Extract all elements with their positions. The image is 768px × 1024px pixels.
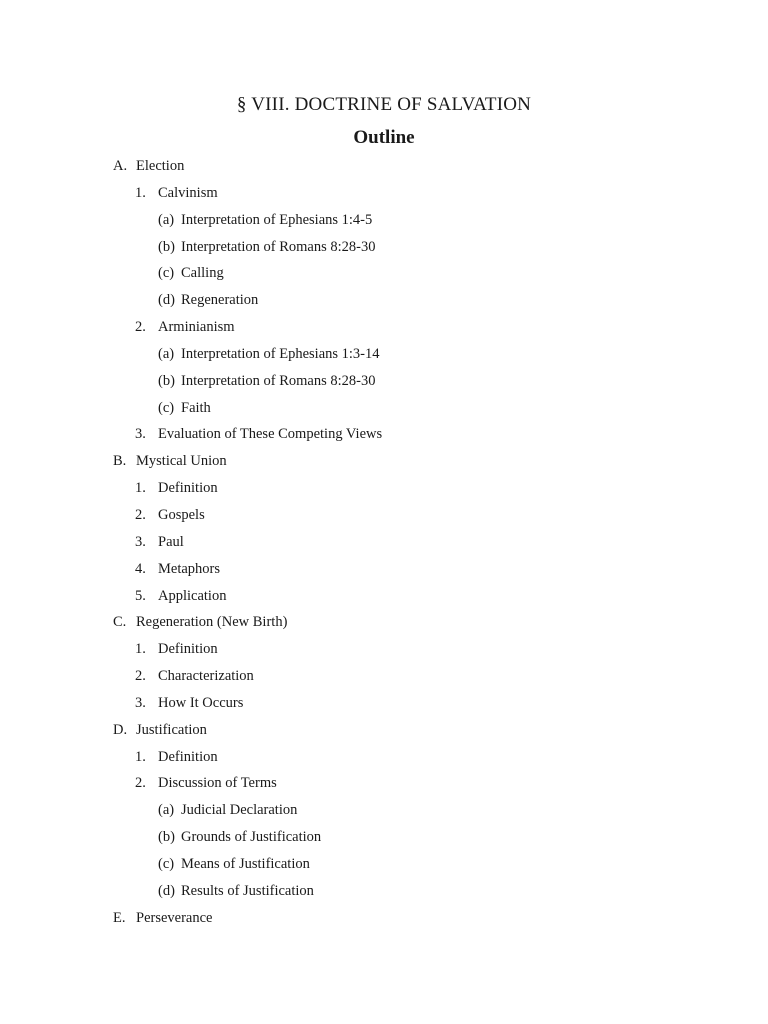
outline-marker: E. [113, 909, 126, 926]
outline-marker: (d) [158, 882, 175, 899]
outline-item [0, 771, 768, 798]
outline-text: Mystical Union [136, 453, 227, 470]
outline-item [0, 261, 768, 288]
outline-item [0, 557, 768, 584]
outline-item [0, 530, 768, 557]
outline-marker: (a) [158, 345, 175, 362]
outline-text: Arminianism [158, 319, 235, 336]
outline-item [0, 798, 768, 825]
outline-marker: 1. [135, 641, 146, 658]
outline-item [0, 315, 768, 342]
outline-item [0, 879, 768, 906]
outline-marker: A. [113, 158, 128, 174]
outline-marker: (b) [158, 238, 175, 255]
outline-text: Justification [136, 721, 207, 738]
outline-text: Discussion of Terms [158, 775, 277, 792]
outline-marker: 3. [135, 694, 146, 711]
outline-marker: 5. [135, 587, 146, 604]
outline-item [0, 718, 768, 745]
outline-item [0, 637, 768, 664]
outline-marker: 1. [135, 480, 146, 497]
outline-marker: (a) [158, 211, 175, 228]
outline-text: How It Occurs [158, 694, 244, 711]
outline-text: Application [158, 587, 227, 604]
outline-text: Definition [158, 641, 218, 658]
outline-list [0, 154, 768, 932]
outline-item [0, 342, 768, 369]
outline-text: Faith [181, 399, 211, 416]
outline-marker: (c) [158, 855, 175, 872]
outline-item [0, 422, 768, 449]
outline-item [0, 906, 768, 933]
outline-item [0, 503, 768, 530]
outline-item [0, 664, 768, 691]
outline-marker: 2. [135, 775, 146, 792]
outline-marker: (d) [158, 292, 175, 309]
outline-text: Interpretation of Romans 8:28-30 [181, 372, 376, 389]
outline-marker: 1. [135, 184, 146, 201]
page-title: § VIII. DOCTRINE OF SALVATION [236, 94, 532, 115]
outline-marker: 2. [135, 506, 146, 523]
outline-item [0, 288, 768, 315]
outline-text: Judicial Declaration [181, 802, 298, 819]
outline-text: Interpretation of Romans 8:28-30 [181, 238, 376, 255]
outline-marker: C. [113, 614, 127, 631]
outline-item [0, 181, 768, 208]
outline-marker: D. [113, 721, 128, 738]
outline-marker: 2. [135, 668, 146, 685]
outline-text: Evaluation of These Competing Views [158, 426, 383, 443]
outline-text: Election [136, 158, 185, 174]
outline-text: Gospels [158, 506, 205, 523]
outline-marker: (b) [158, 829, 175, 846]
outline-marker: 1. [135, 748, 146, 765]
outline-item [0, 745, 768, 772]
outline-marker: (c) [158, 265, 175, 282]
outline-text: Metaphors [158, 560, 221, 577]
outline-item [0, 449, 768, 476]
outline-text: Results of Justification [181, 882, 314, 899]
outline-text: Calvinism [158, 184, 218, 201]
outline-marker: B. [113, 453, 127, 470]
outline-item [0, 610, 768, 637]
outline-marker: 3. [135, 426, 146, 443]
outline-text: Paul [158, 533, 184, 550]
outline-text: Regeneration [181, 292, 259, 309]
outline-text: Grounds of Justification [181, 829, 322, 846]
outline-marker: (b) [158, 372, 175, 389]
outline-text: Interpretation of Ephesians 1:3-14 [181, 345, 380, 362]
outline-item [0, 208, 768, 235]
outline-item [0, 852, 768, 879]
outline-text: Characterization [158, 668, 254, 685]
outline-item [0, 584, 768, 611]
outline-marker: (a) [158, 802, 175, 819]
outline-text: Definition [158, 480, 218, 497]
outline-marker: (c) [158, 399, 175, 416]
outline-text: Means of Justification [181, 855, 310, 872]
outline-item [0, 396, 768, 423]
outline-marker: 4. [135, 560, 146, 577]
outline-text: Calling [181, 265, 224, 282]
outline-item [0, 154, 768, 181]
outline-marker: 3. [135, 533, 146, 550]
outline-item [0, 369, 768, 396]
outline-item [0, 235, 768, 262]
outline-item [0, 825, 768, 852]
outline-marker: 2. [135, 319, 146, 336]
outline-text: Interpretation of Ephesians 1:4-5 [181, 211, 373, 228]
outline-text: Regeneration (New Birth) [136, 614, 288, 631]
outline-text: Definition [158, 748, 218, 765]
outline-text: Perseverance [136, 909, 213, 926]
outline-item [0, 691, 768, 718]
page-subtitle: Outline [353, 127, 415, 148]
outline-item [0, 476, 768, 503]
